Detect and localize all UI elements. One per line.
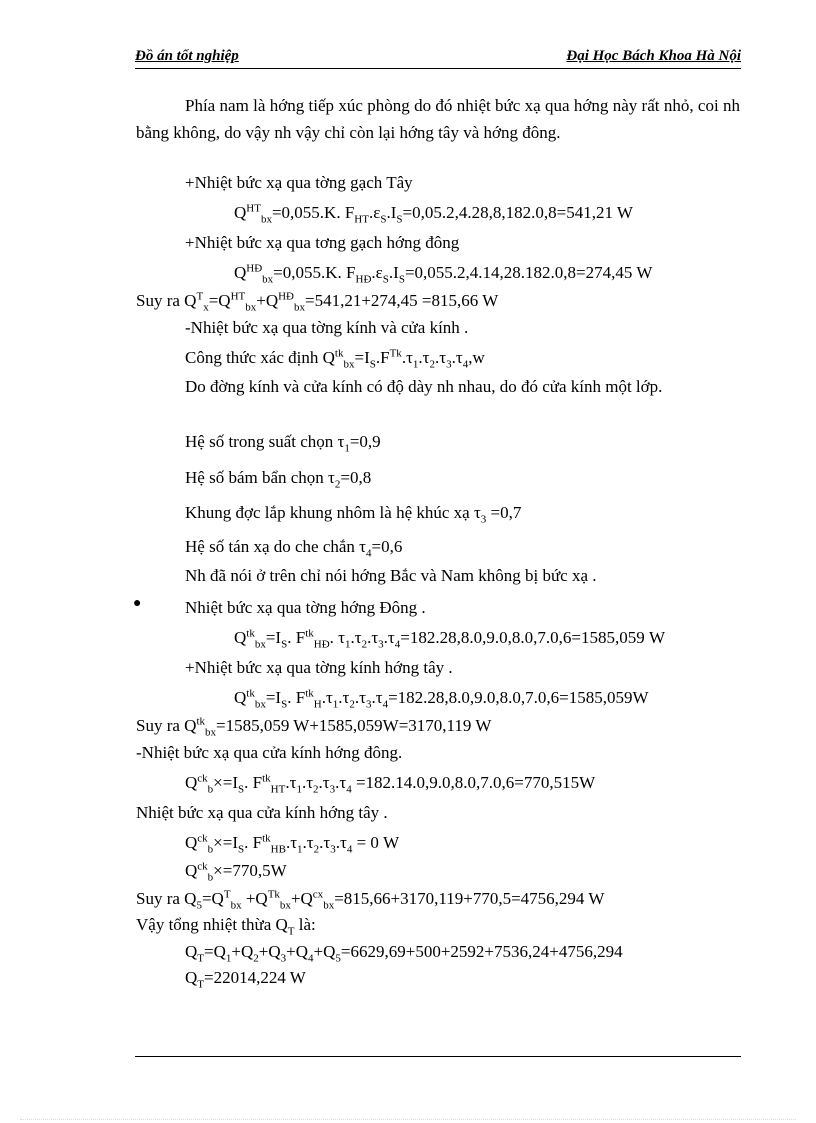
equation-east-wall: $Q^{HĐ}_{bx}=0,055.K$. $F_{HĐ}.\varepsilon_S.I_S=0,055.2,4.14,28.182.0,8=274,45$ W <box>234 262 653 286</box>
heading-east-glass-wall: Nhiệt bức xạ qua tờng hớng Đông . <box>185 598 426 617</box>
equation-glass-formula: Công thức xác định $Q^{tk}_{bx}=I_S.F^{Tk}.\tau_1.\tau_2.\tau_3.\tau_4,w$ <box>185 347 485 371</box>
equation-tau2: Hệ số bám bẩn chọn $\tau_2=0,8$ <box>185 468 372 491</box>
page-edge-dots <box>20 1119 796 1120</box>
paragraph-glass-thickness: Do đờng kính và cửa kính có độ dày nh nhau, do đó cửa kính một lớp. <box>185 377 663 396</box>
heading-glass: -Nhiệt bức xạ qua tờng kính và cửa kính . <box>185 318 469 337</box>
heading-west-door: Nhiệt bức xạ qua cửa kính hớng tây . <box>136 803 388 822</box>
equation-qt-sum: $Q_T=Q_1+Q_2+Q_3+Q_4+Q_5=6629,69+500+2592+7536,24+4756,294$ <box>185 942 623 965</box>
heading-west-wall: +Nhiệt bức xạ qua tờng gạch Tây <box>185 173 413 192</box>
paragraph-south: Phía nam là hớng tiếp xúc phòng do đó nhiệt bức xạ qua hớng này rất nhỏ, coi nh bằng không, do vậy nh vậy chỉ còn lại hớng tây và hớng đông. <box>136 96 740 142</box>
bullet-icon: ● <box>133 596 142 611</box>
equation-east-glass: $Q^{tk}_{bx}=I_S$. $F^{tk}_{HĐ}$. $\tau_1.\tau_2.\tau_3.\tau_4=182.28,8.0,9.0,8.0,7.0,6=1585,059$ W <box>234 627 665 651</box>
equation-total-glass: Suy ra $Q^{tk}_{bx}=1585,059$ W+1585,059W=3170,119 W <box>136 715 492 739</box>
summary-intro: Vậy tổng nhiệt thừa $Q_T$ là: <box>136 915 316 938</box>
equation-tau1: Hệ số trong suất chọn $\tau_1=0,9$ <box>185 432 381 455</box>
equation-west-door: $Q^{ck}_b\times=I_S$. $F^{tk}_{HB}.\tau_1.\tau_2.\tau_3.\tau_4 = 0$ W <box>185 832 400 856</box>
header-left: Đồ án tốt nghiệp <box>135 48 239 64</box>
equation-qt-result: $Q_T=22014,224$ W <box>185 968 306 991</box>
note-north-south: Nh đã nói ở trên chỉ nói hớng Bắc và Nam không bị bức xạ . <box>185 566 597 585</box>
heading-west-glass-wall: +Nhiệt bức xạ qua tờng kính hớng tây . <box>185 658 453 677</box>
heading-east-door: -Nhiệt bức xạ qua cửa kính hớng đông. <box>136 743 403 762</box>
equation-total-walls: Suy ra $Q^T_x=Q^{HT}_{bx}+Q^{HĐ}_{bx}=541,21+274,45 =815,66$ W <box>136 290 499 314</box>
footer-rule <box>135 1056 741 1057</box>
equation-tau4: Hệ số tán xạ do che chắn $\tau_4=0,6$ <box>185 537 403 560</box>
page-header <box>135 48 741 69</box>
equation-east-door: $Q^{ck}_b\times=I_S$. $F^{tk}_{HT}.\tau_1.\tau_2.\tau_3.\tau_4 =182.14.0,9.0,8.0,7.0,6=770,515W$ <box>185 772 596 796</box>
header-right: Đại Học Bách Khoa Hà Nội <box>566 48 741 64</box>
heading-east-wall: +Nhiệt bức xạ qua tơng gạch hớng đông <box>185 233 460 252</box>
equation-west-wall: $Q^{HT}_{bx}=0,055.K$. $F_{HT}.\varepsilon_S.I_S=0,05.2,4.28,8,182.0,8=541,21$ W <box>234 202 633 226</box>
equation-west-glass: $Q^{tk}_{bx}=I_S$. $F^{tk}_H.\tau_1.\tau_2.\tau_3.\tau_4=182.28,8.0,9.0,8.0,7.0,6=1585,059W$ <box>234 687 649 711</box>
equation-q5: Suy ra $Q_5=Q^T_{bx} +Q^{Tk}_{bx}+Q^{cx}_{bx}=815,66+3170,119+770,5=4756,294$ W <box>136 888 605 912</box>
equation-door-total: $Q^{ck}_b\times=770,5W$ <box>185 860 287 884</box>
equation-tau3: Khung đợc lắp khung nhôm là hệ khúc xạ $\tau_3 =0,7$ <box>185 503 522 526</box>
